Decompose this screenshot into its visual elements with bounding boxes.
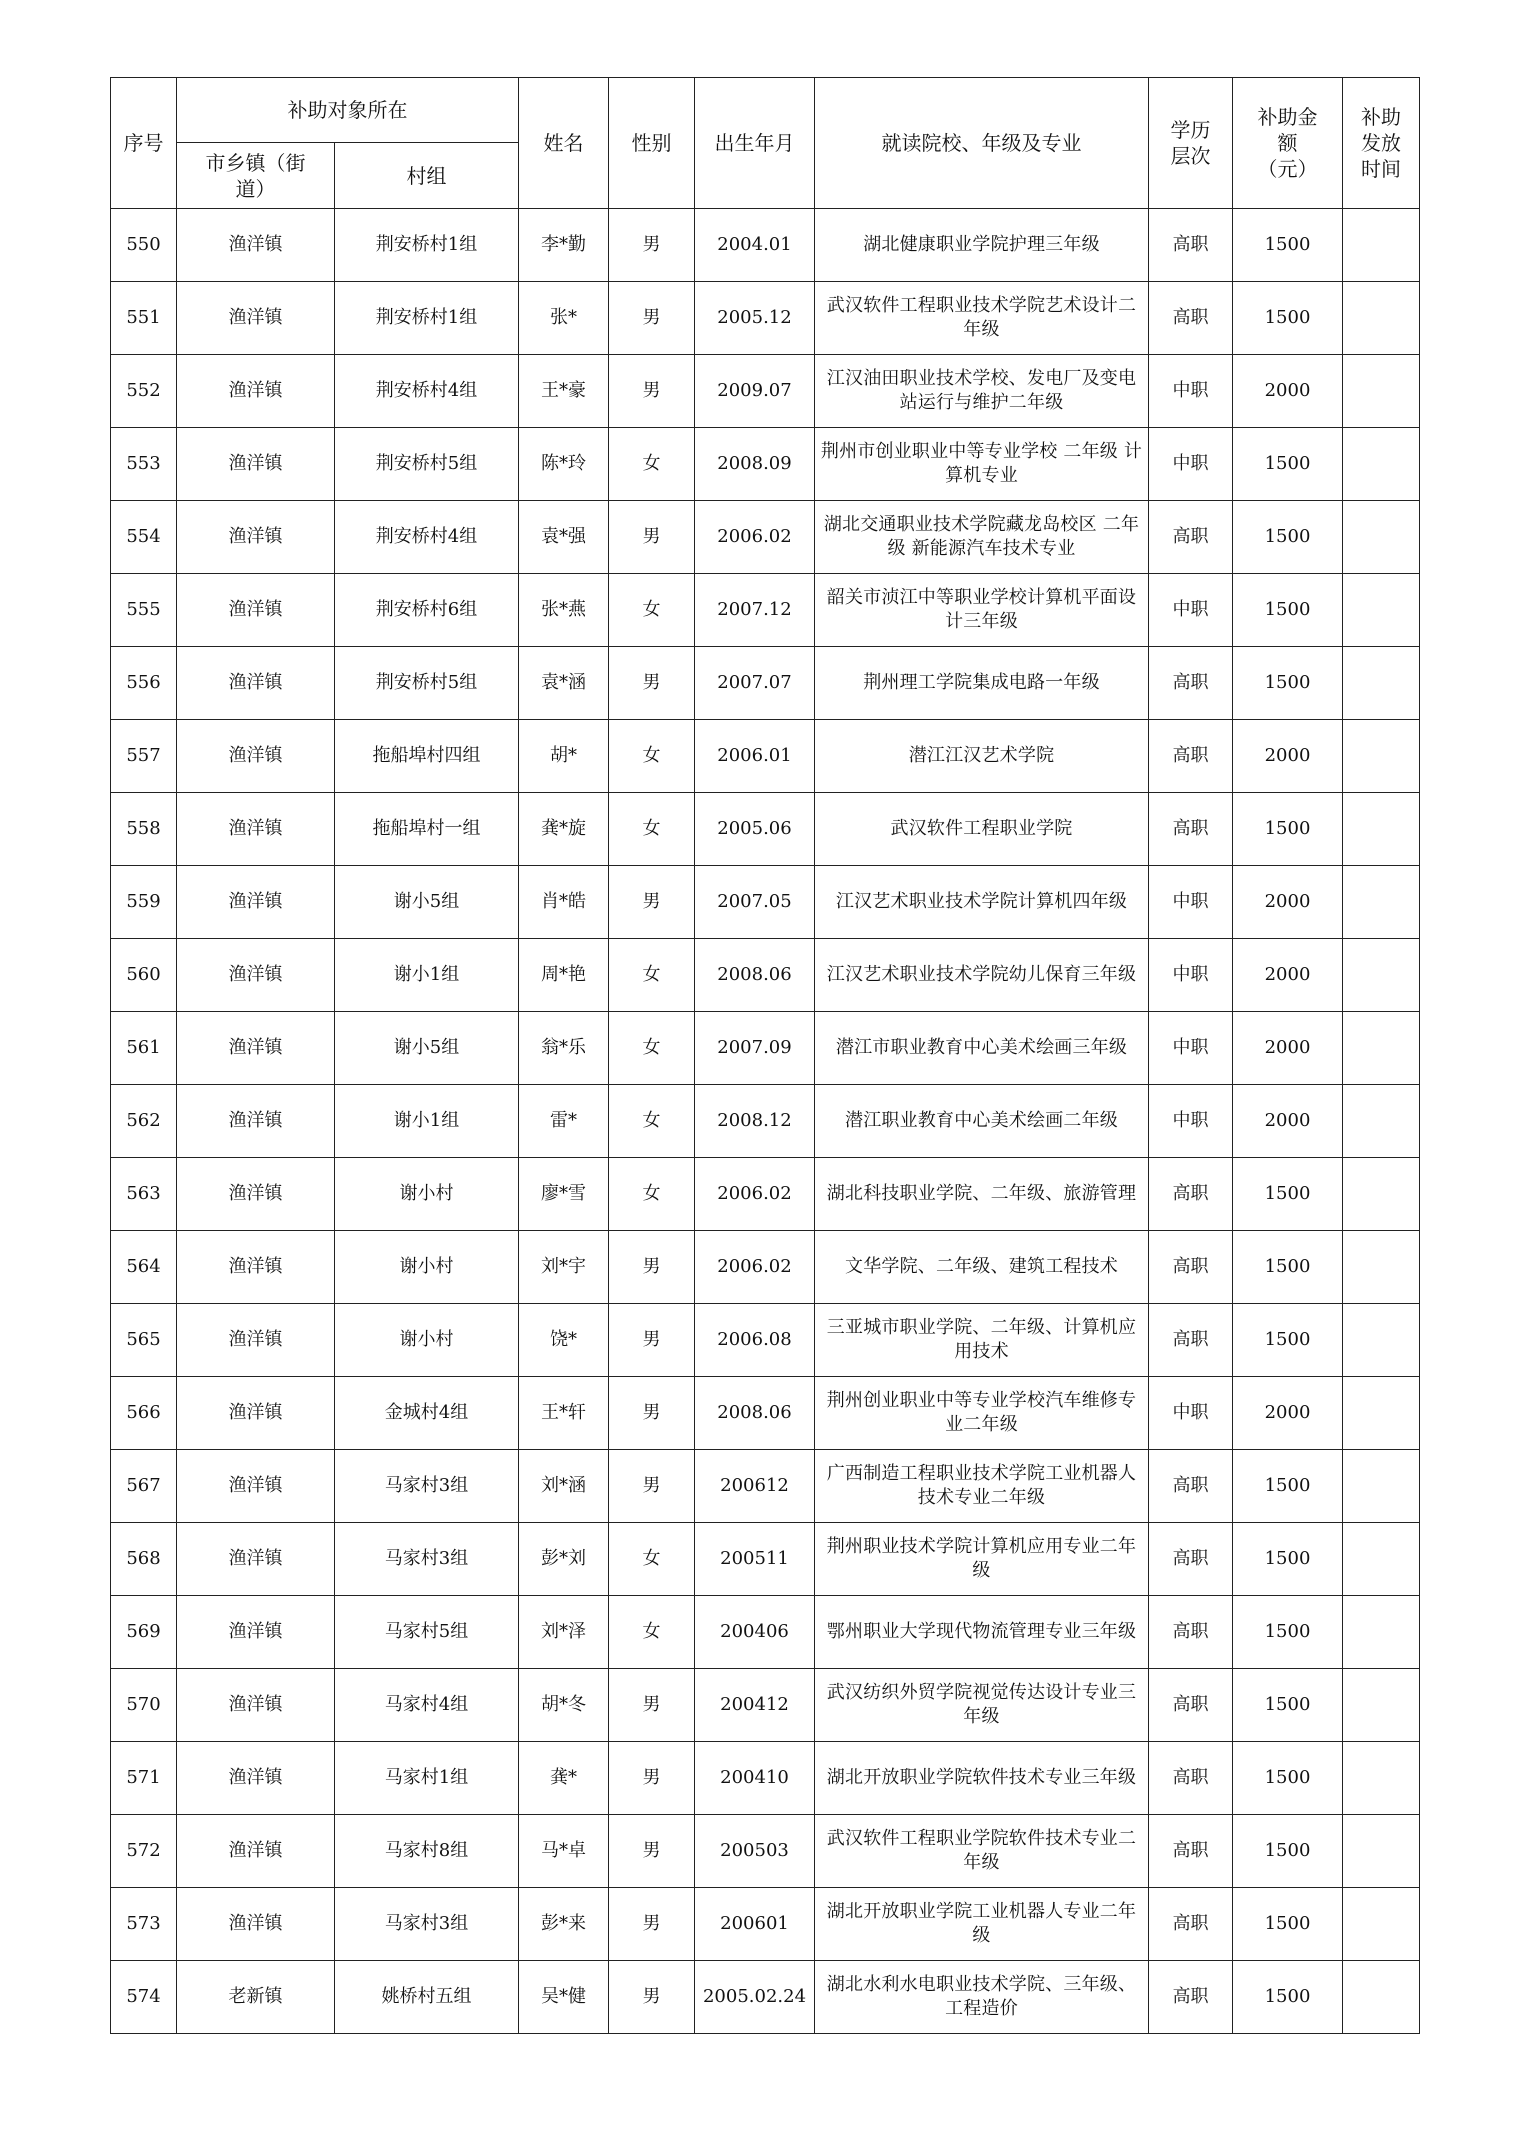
table-row	[111, 1377, 1420, 1450]
pay-time-cell	[1343, 720, 1420, 793]
school-cell: 江汉艺术职业技术学院计算机四年级	[815, 866, 1149, 939]
level-cell: 高职	[1149, 209, 1233, 282]
seq-cell: 571	[111, 1742, 177, 1815]
birth-cell: 200406	[695, 1596, 815, 1669]
seq-cell: 555	[111, 574, 177, 647]
village-cell: 马家村3组	[335, 1450, 519, 1523]
level-cell: 高职	[1149, 647, 1233, 720]
table-row	[111, 1304, 1420, 1377]
birth-cell: 2008.06	[695, 939, 815, 1012]
village-cell: 马家村8组	[335, 1815, 519, 1888]
pay-time-cell	[1343, 939, 1420, 1012]
level-cell: 中职	[1149, 355, 1233, 428]
school-cell: 鄂州职业大学现代物流管理专业三年级	[815, 1596, 1149, 1669]
birth-cell: 2009.07	[695, 355, 815, 428]
level-cell: 中职	[1149, 939, 1233, 1012]
header-level: 学历层次	[1149, 78, 1233, 209]
amount-cell: 1500	[1233, 209, 1343, 282]
school-cell: 湖北科技职业学院、二年级、旅游管理	[815, 1158, 1149, 1231]
school-cell: 荆州市创业职业中等专业学校 二年级 计算机专业	[815, 428, 1149, 501]
birth-cell: 200612	[695, 1450, 815, 1523]
village-cell: 拖船埠村四组	[335, 720, 519, 793]
table-row	[111, 1742, 1420, 1815]
town-cell: 渔洋镇	[177, 1815, 335, 1888]
pay-time-cell	[1343, 1669, 1420, 1742]
school-cell: 广西制造工程职业技术学院工业机器人技术专业二年级	[815, 1450, 1149, 1523]
level-cell: 高职	[1149, 1523, 1233, 1596]
birth-cell: 2006.02	[695, 1231, 815, 1304]
amount-cell: 1500	[1233, 1450, 1343, 1523]
school-cell: 武汉软件工程职业学院软件技术专业二年级	[815, 1815, 1149, 1888]
village-cell: 马家村3组	[335, 1888, 519, 1961]
name-cell: 周*艳	[519, 939, 609, 1012]
amount-cell: 1500	[1233, 1158, 1343, 1231]
village-cell: 马家村4组	[335, 1669, 519, 1742]
birth-cell: 2007.12	[695, 574, 815, 647]
name-cell: 袁*涵	[519, 647, 609, 720]
gender-cell: 男	[609, 282, 695, 355]
village-cell: 姚桥村五组	[335, 1961, 519, 2034]
seq-cell: 572	[111, 1815, 177, 1888]
town-cell: 渔洋镇	[177, 1669, 335, 1742]
seq-cell: 562	[111, 1085, 177, 1158]
gender-cell: 男	[609, 209, 695, 282]
birth-cell: 2006.02	[695, 501, 815, 574]
name-cell: 龚*	[519, 1742, 609, 1815]
level-cell: 高职	[1149, 1888, 1233, 1961]
village-cell: 金城村4组	[335, 1377, 519, 1450]
header-town: 市乡镇（街道）	[177, 143, 335, 209]
village-cell: 荆安桥村1组	[335, 209, 519, 282]
table-body	[111, 209, 1420, 2034]
gender-cell: 男	[609, 866, 695, 939]
birth-cell: 200601	[695, 1888, 815, 1961]
school-cell: 湖北开放职业学院工业机器人专业二年级	[815, 1888, 1149, 1961]
amount-cell: 1500	[1233, 501, 1343, 574]
header-village: 村组	[335, 143, 519, 209]
town-cell: 渔洋镇	[177, 1450, 335, 1523]
table-row	[111, 1815, 1420, 1888]
name-cell: 龚*旋	[519, 793, 609, 866]
header-seq: 序号	[111, 78, 177, 209]
gender-cell: 女	[609, 939, 695, 1012]
header-birth: 出生年月	[695, 78, 815, 209]
town-cell: 渔洋镇	[177, 1888, 335, 1961]
header-name: 姓名	[519, 78, 609, 209]
pay-time-cell	[1343, 1231, 1420, 1304]
gender-cell: 男	[609, 1961, 695, 2034]
town-cell: 渔洋镇	[177, 1304, 335, 1377]
pay-time-cell	[1343, 1742, 1420, 1815]
village-cell: 谢小村	[335, 1158, 519, 1231]
header-location-group: 补助对象所在	[177, 78, 519, 143]
amount-cell: 1500	[1233, 1888, 1343, 1961]
amount-cell: 2000	[1233, 720, 1343, 793]
school-cell: 湖北开放职业学院软件技术专业三年级	[815, 1742, 1149, 1815]
level-cell: 高职	[1149, 501, 1233, 574]
town-cell: 渔洋镇	[177, 428, 335, 501]
school-cell: 荆州理工学院集成电路一年级	[815, 647, 1149, 720]
name-cell: 廖*雪	[519, 1158, 609, 1231]
birth-cell: 2005.02.24	[695, 1961, 815, 2034]
gender-cell: 男	[609, 355, 695, 428]
gender-cell: 女	[609, 1596, 695, 1669]
level-cell: 中职	[1149, 1012, 1233, 1085]
pay-time-cell	[1343, 1377, 1420, 1450]
village-cell: 谢小村	[335, 1231, 519, 1304]
town-cell: 渔洋镇	[177, 1596, 335, 1669]
village-cell: 谢小1组	[335, 1085, 519, 1158]
table-row	[111, 428, 1420, 501]
subsidy-table	[110, 77, 1420, 2034]
table-row	[111, 720, 1420, 793]
table-row	[111, 1012, 1420, 1085]
school-cell: 荆州职业技术学院计算机应用专业二年级	[815, 1523, 1149, 1596]
pay-time-cell	[1343, 1888, 1420, 1961]
level-cell: 高职	[1149, 1815, 1233, 1888]
school-cell: 武汉软件工程职业学院	[815, 793, 1149, 866]
table-row	[111, 939, 1420, 1012]
pay-time-cell	[1343, 1961, 1420, 2034]
name-cell: 彭*来	[519, 1888, 609, 1961]
gender-cell: 女	[609, 1012, 695, 1085]
level-cell: 高职	[1149, 1669, 1233, 1742]
name-cell: 雷*	[519, 1085, 609, 1158]
gender-cell: 女	[609, 1158, 695, 1231]
seq-cell: 565	[111, 1304, 177, 1377]
amount-cell: 1500	[1233, 282, 1343, 355]
gender-cell: 男	[609, 1815, 695, 1888]
amount-cell: 1500	[1233, 1815, 1343, 1888]
school-cell: 潜江职业教育中心美术绘画二年级	[815, 1085, 1149, 1158]
seq-cell: 550	[111, 209, 177, 282]
school-cell: 湖北健康职业学院护理三年级	[815, 209, 1149, 282]
pay-time-cell	[1343, 1523, 1420, 1596]
town-cell: 渔洋镇	[177, 793, 335, 866]
gender-cell: 女	[609, 1523, 695, 1596]
gender-cell: 男	[609, 1450, 695, 1523]
birth-cell: 200503	[695, 1815, 815, 1888]
school-cell: 湖北交通职业技术学院藏龙岛校区 二年级 新能源汽车技术专业	[815, 501, 1149, 574]
name-cell: 胡*冬	[519, 1669, 609, 1742]
birth-cell: 2006.01	[695, 720, 815, 793]
name-cell: 饶*	[519, 1304, 609, 1377]
level-cell: 高职	[1149, 1158, 1233, 1231]
name-cell: 张*燕	[519, 574, 609, 647]
seq-cell: 560	[111, 939, 177, 1012]
seq-cell: 553	[111, 428, 177, 501]
amount-cell: 1500	[1233, 647, 1343, 720]
seq-cell: 566	[111, 1377, 177, 1450]
school-cell: 江汉油田职业技术学校、发电厂及变电站运行与维护二年级	[815, 355, 1149, 428]
level-cell: 高职	[1149, 793, 1233, 866]
amount-cell: 1500	[1233, 793, 1343, 866]
town-cell: 渔洋镇	[177, 1231, 335, 1304]
name-cell: 吴*健	[519, 1961, 609, 2034]
birth-cell: 2004.01	[695, 209, 815, 282]
level-cell: 中职	[1149, 428, 1233, 501]
birth-cell: 2007.05	[695, 866, 815, 939]
village-cell: 谢小5组	[335, 866, 519, 939]
pay-time-cell	[1343, 1304, 1420, 1377]
seq-cell: 567	[111, 1450, 177, 1523]
amount-cell: 1500	[1233, 1742, 1343, 1815]
table-row	[111, 1669, 1420, 1742]
table-row	[111, 282, 1420, 355]
seq-cell: 556	[111, 647, 177, 720]
gender-cell: 男	[609, 1742, 695, 1815]
gender-cell: 男	[609, 1888, 695, 1961]
town-cell: 渔洋镇	[177, 574, 335, 647]
name-cell: 刘*涵	[519, 1450, 609, 1523]
amount-cell: 1500	[1233, 1304, 1343, 1377]
town-cell: 渔洋镇	[177, 1158, 335, 1231]
birth-cell: 2005.06	[695, 793, 815, 866]
village-cell: 马家村5组	[335, 1596, 519, 1669]
school-cell: 荆州创业职业中等专业学校汽车维修专业二年级	[815, 1377, 1149, 1450]
town-cell: 渔洋镇	[177, 1085, 335, 1158]
header-amount: 补助金额（元）	[1233, 78, 1343, 209]
seq-cell: 558	[111, 793, 177, 866]
name-cell: 王*轩	[519, 1377, 609, 1450]
village-cell: 荆安桥村4组	[335, 355, 519, 428]
birth-cell: 200410	[695, 1742, 815, 1815]
pay-time-cell	[1343, 355, 1420, 428]
amount-cell: 2000	[1233, 939, 1343, 1012]
amount-cell: 1500	[1233, 1596, 1343, 1669]
table-row	[111, 355, 1420, 428]
gender-cell: 女	[609, 1085, 695, 1158]
table-row	[111, 1961, 1420, 2034]
birth-cell: 200412	[695, 1669, 815, 1742]
seq-cell: 568	[111, 1523, 177, 1596]
table-row	[111, 866, 1420, 939]
birth-cell: 2005.12	[695, 282, 815, 355]
village-cell: 谢小5组	[335, 1012, 519, 1085]
school-cell: 三亚城市职业学院、二年级、计算机应用技术	[815, 1304, 1149, 1377]
town-cell: 渔洋镇	[177, 209, 335, 282]
school-cell: 江汉艺术职业技术学院幼儿保育三年级	[815, 939, 1149, 1012]
level-cell: 中职	[1149, 1085, 1233, 1158]
amount-cell: 1500	[1233, 1669, 1343, 1742]
gender-cell: 男	[609, 1377, 695, 1450]
level-cell: 高职	[1149, 1961, 1233, 2034]
seq-cell: 559	[111, 866, 177, 939]
amount-cell: 1500	[1233, 1523, 1343, 1596]
gender-cell: 男	[609, 1231, 695, 1304]
seq-cell: 569	[111, 1596, 177, 1669]
town-cell: 渔洋镇	[177, 939, 335, 1012]
town-cell: 渔洋镇	[177, 1377, 335, 1450]
town-cell: 渔洋镇	[177, 1012, 335, 1085]
level-cell: 高职	[1149, 282, 1233, 355]
level-cell: 高职	[1149, 1742, 1233, 1815]
village-cell: 谢小1组	[335, 939, 519, 1012]
gender-cell: 女	[609, 428, 695, 501]
table-row	[111, 1523, 1420, 1596]
name-cell: 彭*刘	[519, 1523, 609, 1596]
gender-cell: 男	[609, 501, 695, 574]
name-cell: 刘*宇	[519, 1231, 609, 1304]
name-cell: 刘*泽	[519, 1596, 609, 1669]
table-row	[111, 501, 1420, 574]
town-cell: 渔洋镇	[177, 1742, 335, 1815]
gender-cell: 女	[609, 793, 695, 866]
pay-time-cell	[1343, 1450, 1420, 1523]
village-cell: 荆安桥村1组	[335, 282, 519, 355]
town-cell: 渔洋镇	[177, 501, 335, 574]
town-cell: 渔洋镇	[177, 866, 335, 939]
name-cell: 张*	[519, 282, 609, 355]
header-gender: 性别	[609, 78, 695, 209]
school-cell: 武汉软件工程职业技术学院艺术设计二年级	[815, 282, 1149, 355]
pay-time-cell	[1343, 428, 1420, 501]
seq-cell: 561	[111, 1012, 177, 1085]
amount-cell: 2000	[1233, 1012, 1343, 1085]
header-pay-time: 补助发放时间	[1343, 78, 1420, 209]
seq-cell: 570	[111, 1669, 177, 1742]
birth-cell: 2007.07	[695, 647, 815, 720]
seq-cell: 554	[111, 501, 177, 574]
town-cell: 渔洋镇	[177, 647, 335, 720]
name-cell: 胡*	[519, 720, 609, 793]
seq-cell: 574	[111, 1961, 177, 2034]
level-cell: 中职	[1149, 1377, 1233, 1450]
pay-time-cell	[1343, 866, 1420, 939]
seq-cell: 563	[111, 1158, 177, 1231]
seq-cell: 551	[111, 282, 177, 355]
village-cell: 马家村3组	[335, 1523, 519, 1596]
seq-cell: 564	[111, 1231, 177, 1304]
name-cell: 袁*强	[519, 501, 609, 574]
pay-time-cell	[1343, 501, 1420, 574]
table-row	[111, 209, 1420, 282]
village-cell: 拖船埠村一组	[335, 793, 519, 866]
pay-time-cell	[1343, 647, 1420, 720]
pay-time-cell	[1343, 1012, 1420, 1085]
level-cell: 中职	[1149, 866, 1233, 939]
level-cell: 高职	[1149, 720, 1233, 793]
town-cell: 渔洋镇	[177, 282, 335, 355]
school-cell: 潜江江汉艺术学院	[815, 720, 1149, 793]
school-cell: 文华学院、二年级、建筑工程技术	[815, 1231, 1149, 1304]
header-school: 就读院校、年级及专业	[815, 78, 1149, 209]
village-cell: 荆安桥村5组	[335, 428, 519, 501]
village-cell: 谢小村	[335, 1304, 519, 1377]
pay-time-cell	[1343, 1085, 1420, 1158]
birth-cell: 2008.12	[695, 1085, 815, 1158]
table-row	[111, 1085, 1420, 1158]
village-cell: 荆安桥村5组	[335, 647, 519, 720]
school-cell: 湖北水利水电职业技术学院、三年级、工程造价	[815, 1961, 1149, 2034]
amount-cell: 1500	[1233, 1961, 1343, 2034]
birth-cell: 2008.06	[695, 1377, 815, 1450]
village-cell: 荆安桥村4组	[335, 501, 519, 574]
school-cell: 韶关市浈江中等职业学校计算机平面设计三年级	[815, 574, 1149, 647]
gender-cell: 女	[609, 720, 695, 793]
town-cell: 渔洋镇	[177, 1523, 335, 1596]
village-cell: 荆安桥村6组	[335, 574, 519, 647]
name-cell: 翁*乐	[519, 1012, 609, 1085]
school-cell: 武汉纺织外贸学院视觉传达设计专业三年级	[815, 1669, 1149, 1742]
pay-time-cell	[1343, 282, 1420, 355]
pay-time-cell	[1343, 574, 1420, 647]
town-cell: 渔洋镇	[177, 720, 335, 793]
name-cell: 王*豪	[519, 355, 609, 428]
pay-time-cell	[1343, 793, 1420, 866]
level-cell: 高职	[1149, 1450, 1233, 1523]
birth-cell: 2008.09	[695, 428, 815, 501]
gender-cell: 男	[609, 1304, 695, 1377]
town-cell: 渔洋镇	[177, 355, 335, 428]
amount-cell: 2000	[1233, 866, 1343, 939]
level-cell: 高职	[1149, 1596, 1233, 1669]
amount-cell: 1500	[1233, 1231, 1343, 1304]
birth-cell: 2006.02	[695, 1158, 815, 1231]
seq-cell: 552	[111, 355, 177, 428]
pay-time-cell	[1343, 1158, 1420, 1231]
level-cell: 高职	[1149, 1231, 1233, 1304]
seq-cell: 557	[111, 720, 177, 793]
table-row	[111, 1596, 1420, 1669]
name-cell: 马*卓	[519, 1815, 609, 1888]
amount-cell: 1500	[1233, 428, 1343, 501]
pay-time-cell	[1343, 209, 1420, 282]
birth-cell: 200511	[695, 1523, 815, 1596]
name-cell: 李*勤	[519, 209, 609, 282]
table-row	[111, 1888, 1420, 1961]
name-cell: 陈*玲	[519, 428, 609, 501]
birth-cell: 2006.08	[695, 1304, 815, 1377]
seq-cell: 573	[111, 1888, 177, 1961]
pay-time-cell	[1343, 1596, 1420, 1669]
amount-cell: 2000	[1233, 355, 1343, 428]
table-row	[111, 1231, 1420, 1304]
amount-cell: 2000	[1233, 1377, 1343, 1450]
table-row	[111, 793, 1420, 866]
gender-cell: 男	[609, 647, 695, 720]
level-cell: 中职	[1149, 574, 1233, 647]
pay-time-cell	[1343, 1815, 1420, 1888]
level-cell: 高职	[1149, 1304, 1233, 1377]
table-row	[111, 1450, 1420, 1523]
amount-cell: 2000	[1233, 1085, 1343, 1158]
school-cell: 潜江市职业教育中心美术绘画三年级	[815, 1012, 1149, 1085]
table-row	[111, 1158, 1420, 1231]
table-row	[111, 574, 1420, 647]
amount-cell: 1500	[1233, 574, 1343, 647]
gender-cell: 男	[609, 1669, 695, 1742]
town-cell: 老新镇	[177, 1961, 335, 2034]
gender-cell: 女	[609, 574, 695, 647]
birth-cell: 2007.09	[695, 1012, 815, 1085]
name-cell: 肖*皓	[519, 866, 609, 939]
village-cell: 马家村1组	[335, 1742, 519, 1815]
table-row	[111, 647, 1420, 720]
